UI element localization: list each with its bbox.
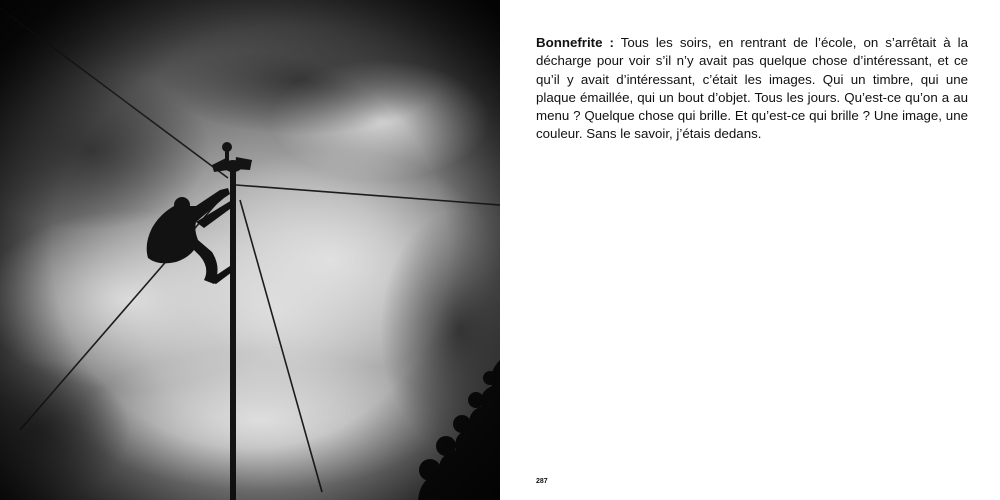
interview-paragraph [536, 34, 968, 144]
page-number: 287 [536, 478, 548, 485]
quote-text: Tous les soirs, en rentrant de l’école, on s’arrêtait à la décharge pour voir s’il n’y avait pas quelque chose d’intéressant, et ce qu’il y avait d’intéressant, c’était les images. Qui un timbre, qui une plaque émaillée, qui un bout d’objet. Tous les jours. Qu’est-ce qu’on a au menu ? Quelque chose qui brille. Et qu’est-ce qui brille ? Une image, une couleur. Sans le savoir, j’étais dedans. [536, 35, 968, 142]
speaker-name: Bonnefrite : [536, 35, 614, 50]
text-page [500, 0, 1000, 500]
